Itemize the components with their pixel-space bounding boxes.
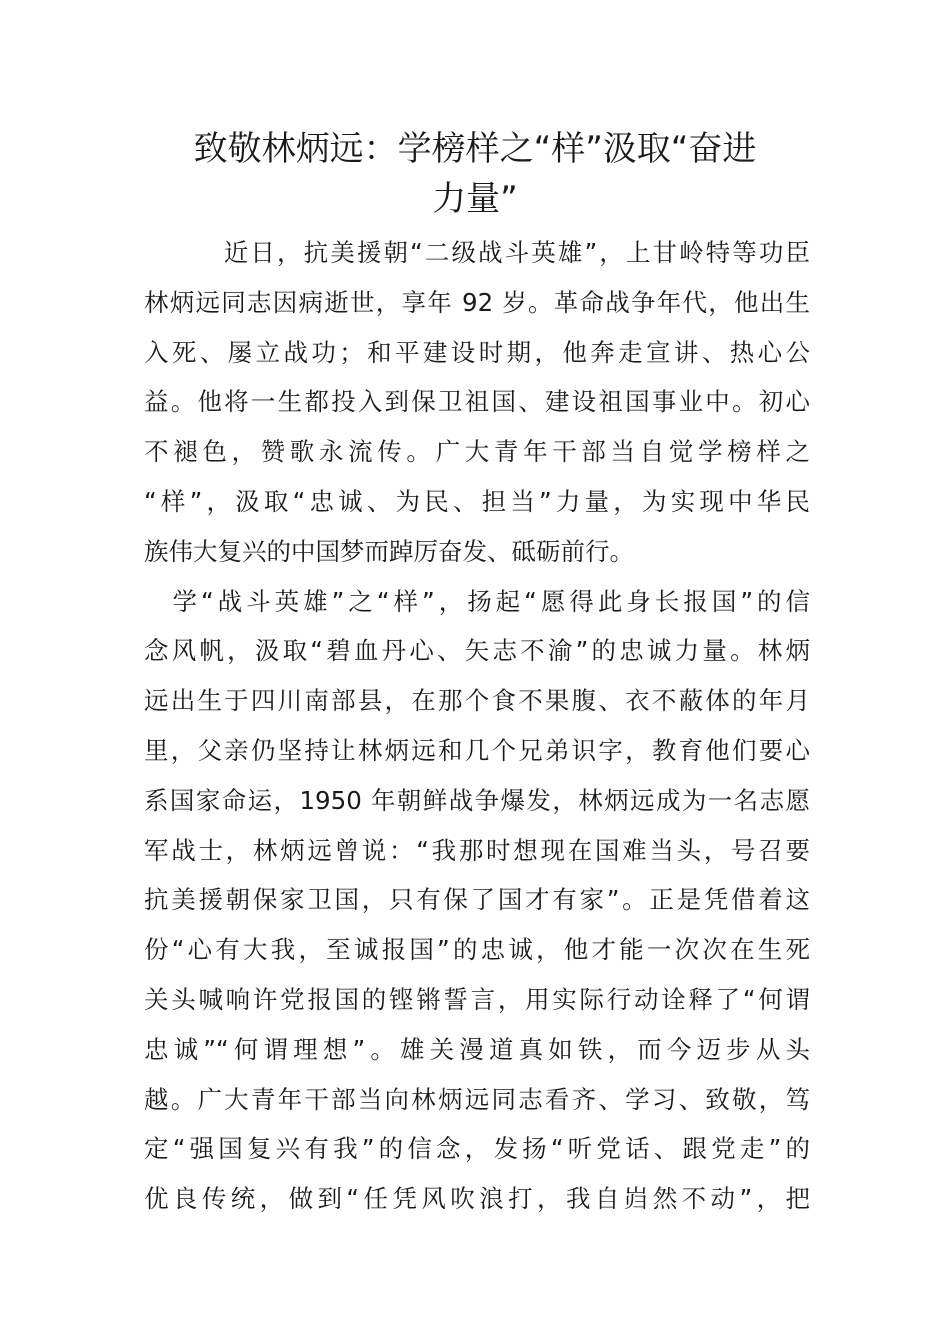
- text-line: 远出生于四川南部县，在那个食不果腹、衣不蔽体的年月: [144, 686, 810, 716]
- text-line: 入死、屡立战功；和平建设时期，他奔走宣讲、热心公: [144, 337, 810, 367]
- text-line: 军战士，林炳远曾说：“我那时想现在国难当头，号召要: [144, 835, 810, 865]
- text-line: 林炳远同志因病逝世，享年 92 岁。革命战争年代，他出生: [144, 287, 810, 317]
- text-line: 抗美援朝保家卫国，只有保了国才有家”。正是凭借着这: [144, 885, 810, 915]
- text-line: “样”，汲取“忠诚、为民、担当”力量，为实现中华民: [144, 486, 810, 516]
- text-line: 不褪色，赞歌永流传。广大青年干部当自觉学榜样之: [144, 437, 810, 467]
- text-line: 近日，抗美援朝“二级战斗英雄”，上甘岭特等功臣: [144, 238, 810, 267]
- text-line: 份“心有大我，至诚报国”的忠诚，他才能一次次在生死: [144, 935, 810, 965]
- text-line: 系国家命运，1950 年朝鲜战争爆发，林炳远成为一名志愿: [144, 785, 810, 815]
- title-line-1: 致敬林炳远：学榜样之“样”汲取“奋进: [193, 129, 757, 169]
- text-line: 念风帆，汲取“碧血丹心、矢志不渝”的忠诚力量。林炳: [144, 636, 810, 666]
- text-line: 里，父亲仍坚持让林炳远和几个兄弟识字，教育他们要心: [144, 735, 810, 765]
- text-line: 忠诚”“何谓理想”。雄关漫道真如铁，而今迈步从头: [144, 1034, 810, 1064]
- text-line: 定“强国复兴有我”的信念，发扬“听党话、跟党走”的: [144, 1134, 810, 1164]
- text-line: 优良传统，做到“任凭风吹浪打，我自岿然不动”，把: [144, 1184, 810, 1214]
- document-body: [144, 228, 810, 1224]
- text-line: 族伟大复兴的中国梦而踔厉奋发、砥砺前行。: [144, 536, 634, 566]
- text-line: 越。广大青年干部当向林炳远同志看齐、学习、致敬，笃: [144, 1084, 810, 1114]
- text-line: 益。他将一生都投入到保卫祖国、建设祖国事业中。初心: [144, 387, 810, 417]
- document-title: [140, 124, 810, 224]
- text-line: 学“战斗英雄”之“样”，扬起“愿得此身长报国”的信: [144, 586, 810, 616]
- title-line-2: 力量”: [432, 179, 518, 219]
- text-line: 关头喊响许党报国的铿锵誓言，用实际行动诠释了“何谓: [144, 984, 810, 1014]
